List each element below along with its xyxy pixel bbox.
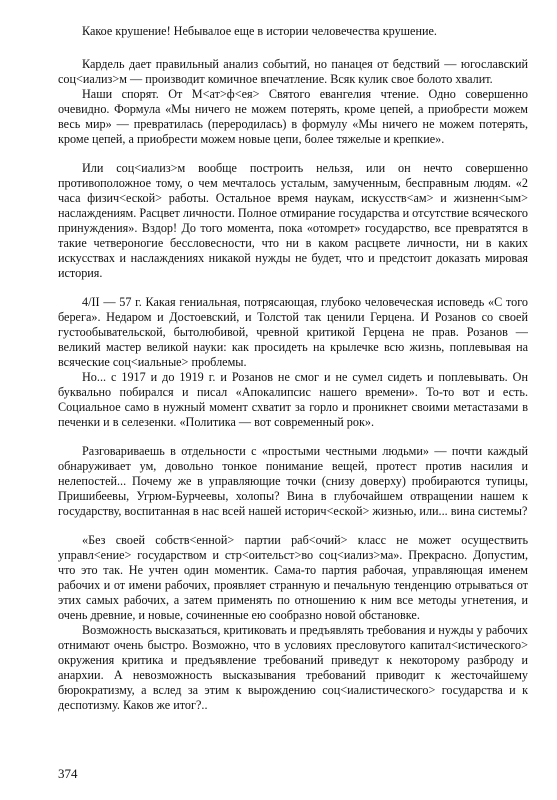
- paragraph-7: Разговариваешь в отдельности с «простыми честными людьми» — почти каждый обнаруживает ум, довольно тонкое понимание вещей, протест против насилия и нелепостей... Почему же в управляющие точки (снизу доверху) пробираются тупицы, Пришибеевы, Угрюм-Бурчеевы, холопы? Вина в глубочайшем отвращении нашем к государству, воспитанная в нас всей нашей историч<еской> жизнью, или... вина системы?: [58, 444, 528, 518]
- paragraph-3: Наши спорят. От М<ат>ф<ея> Святого евангелия чтение. Одно совершенно очевидно. Формула «Мы ничего не можем потерять, кроме цепей, а приобрести можем весь мир» — превратилась (переродилась) в формулу «Мы ничего не можем потерять, кроме цепей, а приобрести можем новые цепи, более тяжелые и крепкие».: [58, 87, 528, 146]
- paragraph-2: Кардель дает правильный анализ событий, но панацея от бедствий — югославский соц<иализ>м — производит комичное впечатление. Всяк кулик свое болото хвалит.: [58, 57, 528, 86]
- paragraph-5: 4/II — 57 г. Какая гениальная, потрясающая, глубоко человеческая исповедь «С того берега». Недаром и Достоевский, и Толстой так ценили Герцена. И Розанов со своей густообывательской, бытолюбивой, чревной критикой Герцена не прав. Розанов — великий мастер великой науки: как просидеть на крылечке всю жизнь, поплевывая на всяческие соц<иальные> проблемы.: [58, 295, 528, 369]
- paragraph-8: «Без своей собств<енной> партии раб<очий> класс не может осуществить управл<ение> государством и стр<оительст>во соц<иализ>ма». Прекрасно. Допустим, что это так. Не учтен один моментик. Сама-то партия рабочая, управляющая именем рабочих и от имени рабочих, проявляет странную и печальную тенденцию отрываться от этих самых рабочих, а затем применять по отношению к ним все методы угнетения, и очень древние, и новые, сочиненные ею сообразно новой обстановке.: [58, 533, 528, 622]
- page-body: [58, 24, 528, 713]
- paragraph-9: Возможность высказаться, критиковать и предъявлять требования и нужды у рабочих отнимают очень быстро. Возможно, что в условиях пресловутого капитал<истического> окружения критика и предъявление требований приведут к некоторому разброду и анархии. А невозможность высказывания требований приводит к жесточайшему бюрократизму, а вслед за этим к вырождению соц<иалистического> государства и к деспотизму. Каков же итог?..: [58, 623, 528, 712]
- paragraph-1: Какое крушение! Небывалое еще в истории человечества крушение.: [82, 24, 437, 38]
- page-number: 374: [58, 766, 78, 781]
- paragraph-6: Но... с 1917 и до 1919 г. и Розанов не смог и не сумел сидеть и поплевывать. Он буквально побирался и писал «Апокалипсис нашего времени». То-то вот и есть. Социальное само в нужный момент схватит за горло и проникнет своими метастазами в печенки и в селезенки. «Политика — вот современный рок».: [58, 370, 528, 429]
- paragraph-4: Или соц<иализ>м вообще построить нельзя, или он нечто совершенно противоположное тому, о чем мечталось усталым, замученным, бесправным людям. «2 часа физич<еской> работы. Остальное время наукам, искусств<ам> и жизненн<ым> наслаждениям. Расцвет личности. Полное отмирание государства и отсутствие всяческого принуждения». Вздор! До того момента, пока «отомрет» государство, все превратятся в такие четвероногие бессловесности, что ни в каком расцвете личности, ни в каких искусствах и наслаждениях никакой нужды не будет, что и предстоит доказать мировая история.: [58, 161, 528, 280]
